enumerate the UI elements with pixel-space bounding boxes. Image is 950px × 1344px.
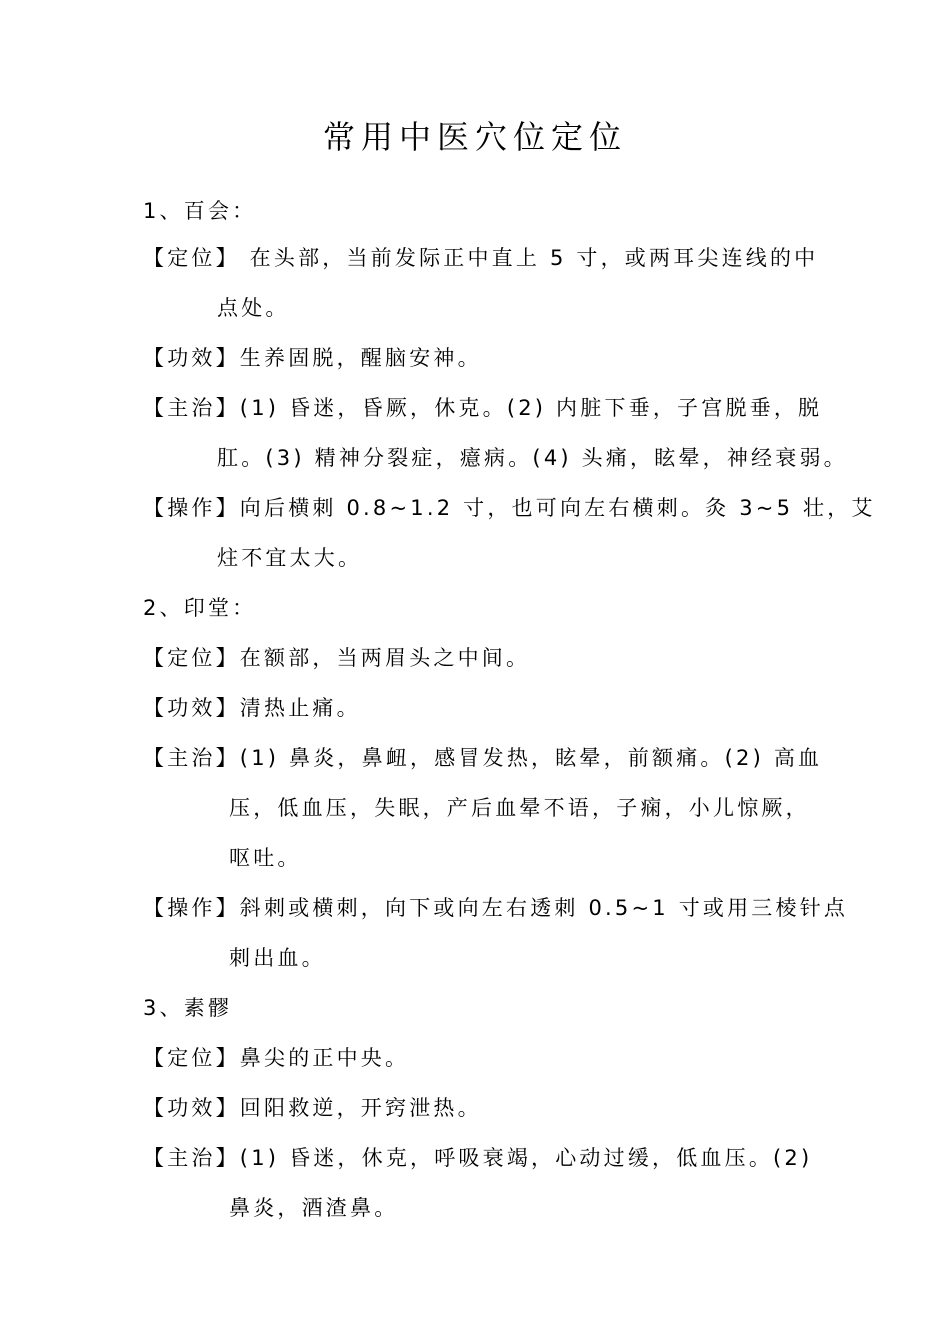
yintang-indication: 【主治】(1) 鼻炎，鼻衄，感冒发热，眩晕，前额痛。(2) 高血 (143, 746, 823, 770)
baihui-operation: 【操作】向后横刺 0.8~1.2 寸，也可向左右横刺。灸 3~5 壮，艾 (143, 496, 876, 520)
yintang-operation: 【操作】斜刺或横刺，向下或向左右透刺 0.5~1 寸或用三棱针点 (143, 896, 849, 920)
yintang-location: 【定位】在额部，当两眉头之中间。 (143, 646, 531, 670)
yintang-indication-cont: 压，低血压，失眠，产后血晕不语，子痫，小儿惊厥， (229, 796, 810, 820)
suliao-indication: 【主治】(1) 昏迷，休克，呼吸衰竭，心动过缓，低血压。(2) (143, 1146, 813, 1170)
document-title: 常用中医穴位定位 (322, 118, 627, 156)
yintang-indication-cont2: 呕吐。 (229, 846, 302, 870)
baihui-location-cont: 点处。 (217, 296, 290, 320)
section-heading-suliao: 3、素髎 (143, 996, 233, 1020)
baihui-effect: 【功效】生养固脱，醒脑安神。 (143, 346, 482, 370)
yintang-operation-cont: 刺出血。 (229, 946, 326, 970)
suliao-indication-cont: 鼻炎，酒渣鼻。 (229, 1196, 399, 1220)
suliao-effect: 【功效】回阳救逆，开窍泄热。 (143, 1096, 482, 1120)
section-heading-yintang: 2、印堂： (143, 596, 257, 620)
yintang-effect: 【功效】清热止痛。 (143, 696, 361, 720)
baihui-indication: 【主治】(1) 昏迷，昏厥，休克。(2) 内脏下垂，子宫脱垂，脱 (143, 396, 823, 420)
baihui-indication-cont: 肛。(3) 精神分裂症，癔病。(4) 头痛，眩晕，神经衰弱。 (217, 446, 848, 470)
baihui-location: 【定位】 在头部，当前发际正中直上 5 寸，或两耳尖连线的中 (143, 246, 819, 270)
suliao-location: 【定位】鼻尖的正中央。 (143, 1046, 410, 1070)
baihui-operation-cont: 炷不宜太大。 (217, 546, 363, 570)
section-heading-baihui: 1、百会： (143, 199, 257, 223)
